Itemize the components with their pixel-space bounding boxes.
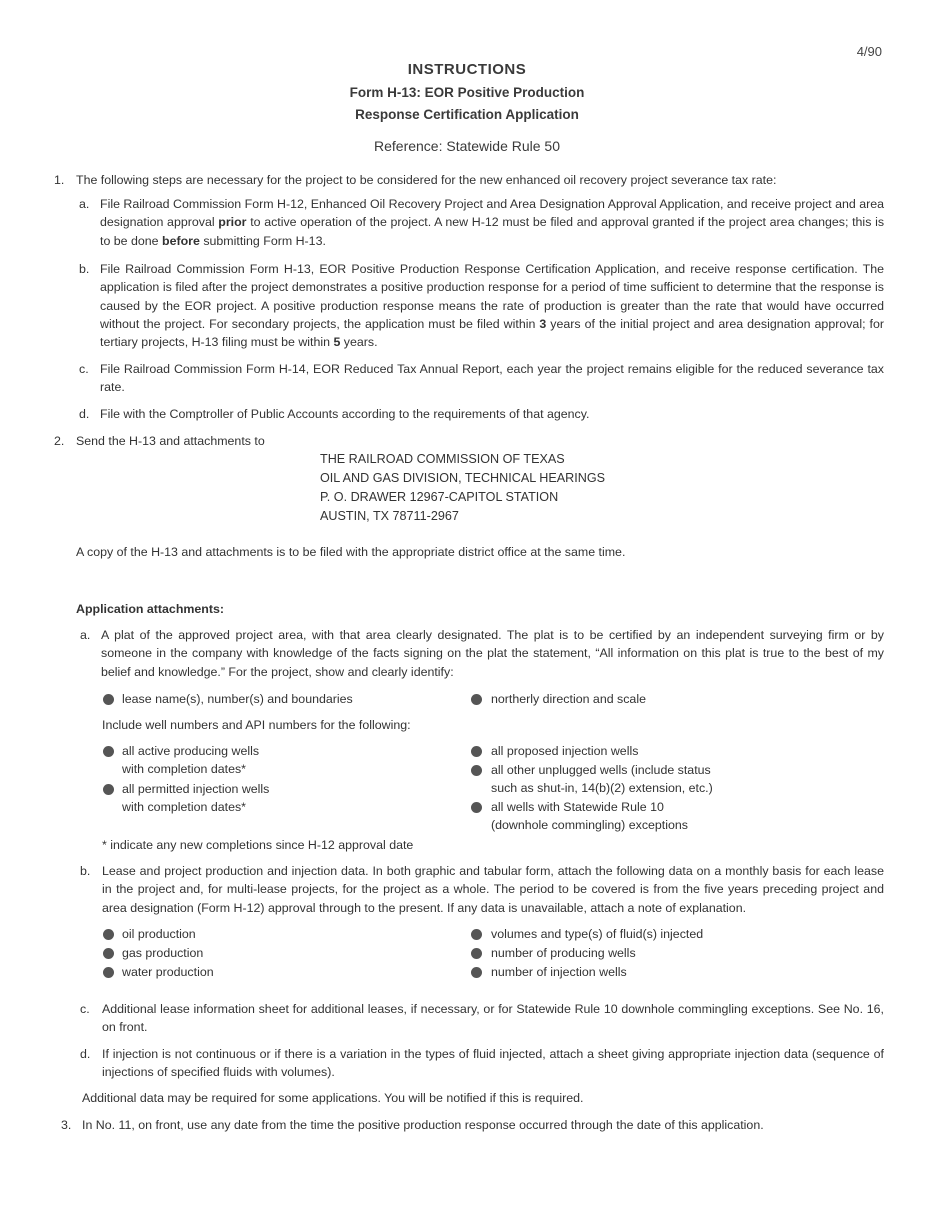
bullet-icon	[471, 746, 482, 757]
well-other-unplugged-line2: such as shut-in, 14(b)(2) extension, etc.)	[491, 781, 713, 796]
form-title-line1: Form H-13: EOR Positive Production	[349, 85, 585, 100]
well-rule-10	[491, 798, 688, 835]
item-1b-text-part1: File Railroad Commission Form H-13, EOR Positive Production Response Certification Application, and receive response certification. The application is filed after the project demonstrates a positive production response for a period of time sufficient to determine that the response is caused by the EOR project. A positive production response means the rate of production is greater than the rate that would have occurred without the project. For secondary projects, the application must be filed within	[100, 262, 884, 331]
bullet-icon	[103, 784, 114, 795]
item-1b-text-part2: years of the initial project and area designation approval; for tertiary projects, H-13 filing must be within	[100, 316, 884, 350]
data-item-volumes: volumes and type(s) of fluid(s) injected	[491, 927, 704, 941]
attach-a-letter: a.	[80, 628, 91, 642]
reference-line: Reference: Statewide Rule 50	[374, 138, 560, 154]
data-item-water: water production	[122, 965, 214, 979]
bullet-icon	[103, 929, 114, 940]
item-1a-bold-prior: prior	[218, 215, 247, 230]
well-other-unplugged	[491, 761, 713, 798]
form-date: 4/90	[856, 44, 882, 59]
well-active-producing	[122, 742, 259, 779]
data-item-producing-wells: number of producing wells	[491, 946, 636, 960]
item-3-number: 3.	[61, 1118, 72, 1132]
attach-a-text: A plat of the approved project area, with that area clearly designated. The plat is to be certified by an independent surveying firm or by someone in the company with knowledge of the facts signing on the plat the statement, “All information on this plat is true to the best of my belief and knowledge.” For the project, show and clearly identify:	[101, 628, 884, 679]
plat-item-lease: lease name(s), number(s) and boundaries	[122, 692, 353, 706]
well-permitted-injection-line2: with completion dates*	[122, 800, 246, 815]
item-1d-text: File with the Comptroller of Public Accounts according to the requirements of that agency.	[100, 407, 590, 421]
attach-c-letter: c.	[80, 1002, 90, 1016]
item-1-number: 1.	[54, 173, 65, 187]
data-item-injection-wells: number of injection wells	[491, 965, 627, 979]
well-permitted-injection-line1: all permitted injection wells	[122, 782, 270, 796]
item-1a-text-part1: File Railroad Commission Form H-12, Enhanced Oil Recovery Project and Area Designation Approval Application, and receive project and area designation approval	[100, 197, 884, 230]
well-permitted-injection	[122, 780, 269, 817]
bullet-icon	[471, 765, 482, 776]
address-line-4: AUSTIN, TX 78711-2967	[320, 509, 459, 523]
mailing-address	[320, 450, 605, 526]
item-1b-letter: b.	[79, 262, 90, 276]
bullet-icon	[103, 694, 114, 705]
item-1b-text	[100, 260, 884, 351]
attach-b-text: Lease and project production and injection data. In both graphic and tabular form, attach the following data on a monthly basis for each lease in the project and, for multi-lease projects, for the project as a whole. The period to be covered is from the five years preceding project and area designation (Form H-12) approval through to the present. If any data is unavailable, attach a note of explanation.	[102, 864, 884, 915]
address-line-2: OIL AND GAS DIVISION, TECHNICAL HEARINGS	[320, 471, 606, 485]
well-rule-10-line2: (downhole commingling) exceptions	[491, 818, 688, 833]
bullet-icon	[471, 694, 482, 705]
item-1c-letter: c.	[79, 362, 89, 376]
item-1a-bold-before: before	[162, 233, 200, 248]
item-2-number: 2.	[54, 434, 65, 448]
well-active-producing-line2: with completion dates*	[122, 762, 246, 777]
item-1b-text-part3: years.	[340, 335, 378, 350]
attach-d-letter: d.	[80, 1047, 91, 1061]
well-other-unplugged-line1: all other unplugged wells (include status	[491, 763, 711, 777]
item-1a-letter: a.	[79, 197, 90, 211]
bullet-icon	[471, 967, 482, 978]
attach-d-text: If injection is not continuous or if there is a variation in the types of fluid injected, attach a sheet giving appropriate injection data (sequence of injections of specified fluids with volumes).	[102, 1047, 884, 1080]
item-1a-text-part3: submitting Form H-13.	[199, 233, 326, 248]
well-proposed-injection: all proposed injection wells	[491, 744, 639, 758]
item-3-text: In No. 11, on front, use any date from the time the positive production response occurred through the date of this application.	[82, 1118, 764, 1132]
bullet-icon	[471, 802, 482, 813]
attachments-heading: Application attachments:	[76, 602, 225, 616]
item-1a-text	[100, 195, 884, 250]
well-active-producing-line1: all active producing wells	[122, 744, 260, 758]
bullet-icon	[103, 948, 114, 959]
item-2-intro: Send the H-13 and attachments to	[76, 434, 265, 448]
bullet-icon	[103, 967, 114, 978]
item-1-intro: The following steps are necessary for the project to be considered for the new enhanced oil recovery project severance tax rate:	[76, 173, 777, 187]
item-1c-text: File Railroad Commission Form H-14, EOR Reduced Tax Annual Report, each year the project remains eligible for the reduced severance tax rate.	[100, 362, 884, 395]
bullet-icon	[103, 746, 114, 757]
copy-note: A copy of the H-13 and attachments is to be filed with the appropriate district office at the same time.	[76, 545, 626, 559]
address-line-1: THE RAILROAD COMMISSION OF TEXAS	[320, 452, 565, 466]
item-1d-letter: d.	[79, 407, 90, 421]
data-item-gas: gas production	[122, 946, 204, 960]
plat-item-direction: northerly direction and scale	[491, 692, 646, 706]
include-note: Include well numbers and API numbers for the following:	[102, 718, 411, 732]
item-1b-bold-3: 3	[539, 316, 547, 331]
form-title-line2: Response Certification Application	[355, 107, 579, 122]
page-title: INSTRUCTIONS	[407, 61, 527, 78]
address-line-3: P. O. DRAWER 12967-CAPITOL STATION	[320, 490, 559, 504]
additional-data-note: Additional data may be required for some applications. You will be notified if this is required.	[82, 1091, 584, 1105]
bullet-icon	[471, 929, 482, 940]
bullet-icon	[471, 948, 482, 959]
completion-footnote: * indicate any new completions since H-12 approval date	[102, 838, 414, 852]
attach-c-text: Additional lease information sheet for additional leases, if necessary, or for Statewide Rule 10 downhole commingling exceptions. See No. 16, on front.	[102, 1002, 884, 1035]
attach-b-letter: b.	[80, 864, 91, 878]
item-1b-bold-5: 5	[333, 335, 341, 350]
item-1a-text-part2: to active operation of the project. A new H-12 must be filed and approval granted if the project area changes; this is to be done	[100, 215, 885, 248]
well-rule-10-line1: all wells with Statewide Rule 10	[491, 800, 664, 814]
data-item-oil: oil production	[122, 927, 196, 941]
